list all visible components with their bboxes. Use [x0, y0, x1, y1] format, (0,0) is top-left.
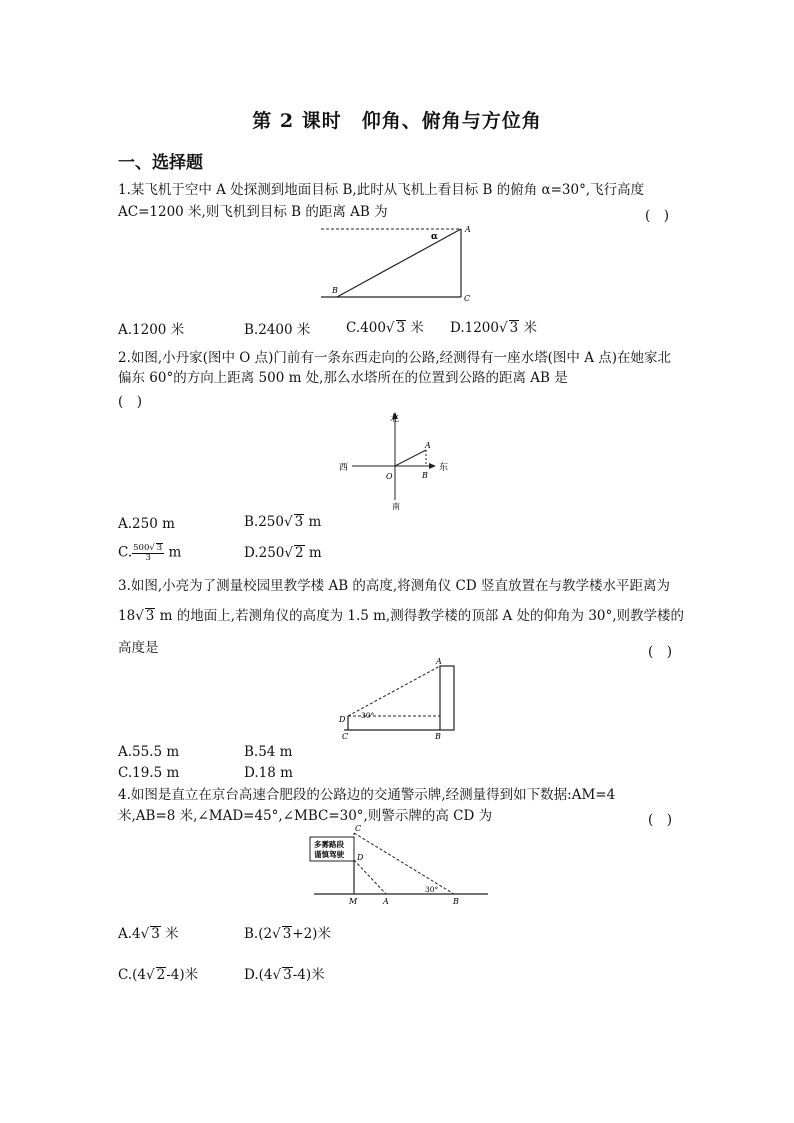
q1-option-b: B.2400 米 — [244, 322, 311, 338]
q1-stem-line1: 1.某飞机于空中 A 处探测到地面目标 B,此时从飞机上看目标 B 的俯角 α=30°,飞行高度 — [118, 182, 645, 198]
q2-option-a: A.250 m — [118, 516, 175, 532]
q4-sightline-ad — [354, 860, 386, 894]
q4-option-a: A.4√ 3 米 — [118, 926, 179, 942]
q3-building — [440, 666, 454, 730]
q4-stem-line2: 米,AB=8 米,∠MAD=45°,∠MBC=30°,则警示牌的高 CD 为 — [118, 808, 493, 824]
q2-stem-line2: 偏东 60°的方向上距离 500 m 处,那么水塔所在的位置到公路的距离 AB 是 — [118, 370, 568, 386]
q1-label-b: B — [332, 286, 338, 295]
q3-stem-line3: 高度是 — [118, 640, 159, 656]
q4-sign-text-line1: 多雾路段 — [314, 840, 344, 849]
q4-sightline-bc — [354, 833, 454, 894]
q4-option-c: C.(4√ 2-4)米 — [118, 967, 199, 983]
q3-option-c: C.19.5 m — [118, 765, 180, 781]
q1-label-alpha: α — [431, 232, 438, 242]
q2-label-a: A — [425, 441, 431, 450]
q3-stem-line1: 3.如图,小亮为了测量校园里教学楼 AB 的高度,将测角仪 CD 竖直放置在与教学楼水平距离为 — [118, 578, 670, 594]
q4-option-d: D.(4√ 3-4)米 — [244, 967, 325, 983]
q4-label-d: D — [357, 853, 364, 862]
q3-label-c: C — [342, 732, 349, 741]
section-heading: 一、选择题 — [118, 153, 203, 173]
q1-figure — [318, 224, 478, 302]
q1-label-a: A — [465, 225, 471, 234]
q3-label-angle: 30° — [361, 711, 375, 720]
q2-segment-oa — [395, 450, 426, 466]
q3-option-d: D.18 m — [244, 765, 293, 781]
q3-label-b: B — [435, 732, 441, 741]
q3-stem-line2: 18√ 3 m 的地面上,若测角仪的高度为 1.5 m,测得教学楼的顶部 A 处的仰角为 30°,则教学楼的 — [118, 608, 685, 624]
q4-stem-line1: 4.如图是直立在京台高速合肥段的公路边的交通警示牌,经测量得到如下数据:AM=4 — [118, 787, 616, 803]
page-title: 第 2 课时 仰角、俯角与方位角 — [252, 110, 542, 132]
q4-answer-paren: ( ) — [648, 812, 673, 828]
q4-option-b: B.(2√ 3+2)米 — [244, 926, 331, 942]
q2-label-north: 北 — [390, 414, 400, 424]
q1-label-c: C — [464, 294, 471, 303]
q2-answer-paren: ( ) — [118, 394, 143, 410]
q1-stem-line2: AC=1200 米,则飞机到目标 B 的距离 AB 为 — [118, 204, 388, 220]
q4-label-m: M — [349, 897, 358, 906]
q3-option-a: A.55.5 m — [118, 744, 180, 760]
q4-label-a: A — [383, 897, 389, 906]
q1-option-c: C.400√ 3 米 — [346, 320, 424, 336]
q2-label-south: 南 — [392, 502, 400, 511]
q2-label-west: 西 — [339, 463, 349, 473]
q2-figure — [336, 408, 466, 512]
q2-stem-line1: 2.如图,小丹家(图中 O 点)门前有一条东西走向的公路,经测得有一座水塔(图中 A 点)在她家北 — [118, 350, 672, 366]
q2-option-c: C. $\frac{500√ 3}{3}$ m — [118, 543, 182, 563]
q4-label-b: B — [453, 897, 459, 906]
q1-option-d: D.1200√ 3 米 — [450, 320, 537, 336]
q1-answer-paren: ( ) — [645, 208, 670, 224]
q4-figure — [306, 822, 496, 908]
q1-option-a: A.1200 米 — [118, 322, 185, 338]
q3-option-b: B.54 m — [244, 744, 293, 760]
q1-segment-ab — [337, 229, 461, 297]
q3-answer-paren: ( ) — [648, 644, 673, 660]
q2-label-o: O — [386, 472, 393, 481]
q2-option-b: B.250√ 3 m — [244, 514, 322, 530]
q4-label-angle: 30° — [425, 885, 439, 894]
q3-label-a: A — [436, 657, 442, 666]
q4-label-c: C — [355, 824, 362, 833]
q2-label-b: B — [422, 471, 428, 480]
q2-label-east: 东 — [439, 463, 449, 473]
q3-label-d: D — [339, 715, 346, 724]
q3-sightline-da — [348, 666, 440, 716]
q4-sign-text-line2: 谨慎驾驶 — [314, 850, 344, 859]
q2-option-d: D.250√ 2 m — [244, 545, 322, 561]
q2-east-arrow — [429, 463, 436, 469]
q3-figure — [336, 656, 466, 742]
